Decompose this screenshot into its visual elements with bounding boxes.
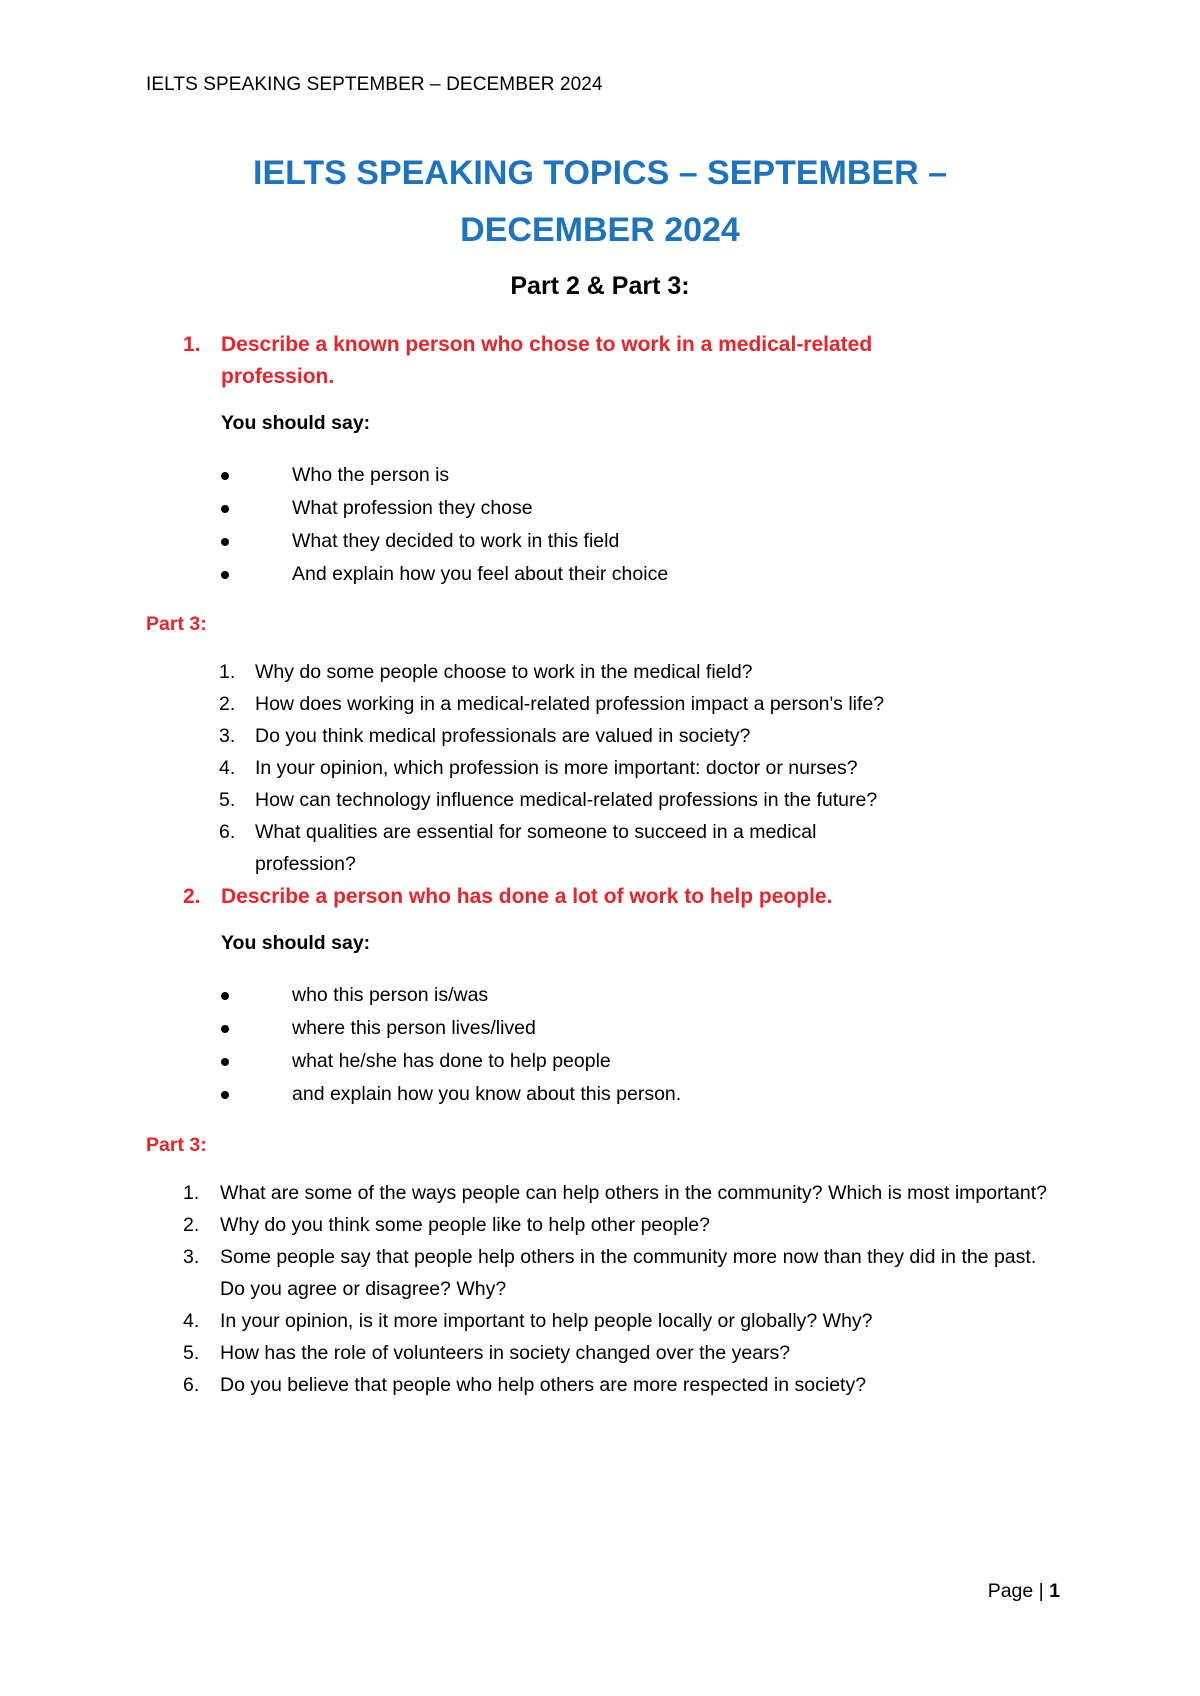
list-item: 2. Why do you think some people like to help other people?	[183, 1214, 710, 1236]
list-item: 3. Some people say that people help others in the community more now than they did in the past. Do you agree or disagree? Why?	[183, 1246, 1037, 1300]
list-item: and explain how you know about this person.	[221, 1078, 1021, 1111]
list-item: Who the person is	[221, 459, 1021, 492]
list-item: where this person lives/lived	[221, 1012, 1021, 1045]
topic-1-bullet-list	[221, 459, 1021, 591]
list-item: what he/she has done to help people	[221, 1045, 1021, 1078]
bullet-dot-icon	[221, 505, 229, 513]
topic-2-text: Describe a person who has done a lot of work to help people.	[221, 885, 833, 908]
list-item: who this person is/was	[221, 979, 1021, 1012]
bullet-dot-icon	[221, 538, 229, 546]
bullet-dot-icon	[221, 472, 229, 480]
list-item: 6. Do you believe that people who help others are more respected in society?	[183, 1374, 867, 1396]
bullet-dot-icon	[221, 1025, 229, 1033]
bullet-dot-icon	[221, 1058, 229, 1066]
list-item: What profession they chose	[221, 492, 1021, 525]
list-item: 5. How has the role of volunteers in society changed over the years?	[183, 1342, 791, 1364]
bullet-dot-icon	[221, 571, 229, 579]
list-item: 3. Do you think medical professionals are valued in society?	[219, 725, 751, 747]
running-header: IELTS SPEAKING SEPTEMBER – DECEMBER 2024	[146, 74, 603, 95]
topic-1-number: 1.	[183, 333, 201, 356]
page-label: Page |	[987, 1580, 1044, 1602]
list-item: 5. How can technology influence medical-related professions in the future?	[219, 789, 878, 811]
list-item: 4. In your opinion, which profession is more important: doctor or nurses?	[219, 757, 858, 779]
section-heading: Part 2 & Part 3:	[510, 272, 690, 300]
title-line-1: IELTS SPEAKING TOPICS – SEPTEMBER –	[253, 154, 947, 192]
topic-1-title	[183, 329, 963, 393]
list-item: 2. How does working in a medical-related profession impact a person's life?	[219, 693, 885, 715]
topic-1-part3-label: Part 3:	[146, 613, 207, 635]
list-item: 1. What are some of the ways people can help others in the community? Which is most important?	[183, 1182, 1047, 1204]
topic-2-number: 2.	[183, 885, 201, 908]
topic-2-you-should-say: You should say:	[221, 932, 371, 954]
topic-2-bullet-list	[221, 979, 1021, 1111]
list-item: What they decided to work in this field	[221, 525, 1021, 558]
list-item: 1. Why do some people choose to work in the medical field?	[219, 661, 753, 683]
topic-2-title	[183, 881, 1003, 913]
list-item: 4. In your opinion, is it more important to help people locally or globally? Why?	[183, 1310, 873, 1332]
list-item: And explain how you feel about their choice	[221, 558, 1021, 591]
page-footer	[988, 1580, 1060, 1603]
list-item: 6. What qualities are essential for someone to succeed in a medical profession?	[219, 821, 817, 875]
title-line-2: DECEMBER 2024	[460, 211, 740, 249]
bullet-dot-icon	[221, 992, 229, 1000]
topic-2-part3-questions	[183, 1177, 1053, 1401]
topic-2-part3-label: Part 3:	[146, 1134, 207, 1156]
topic-1-text: Describe a known person who chose to work in a medical-related profession.	[221, 333, 873, 388]
document-title	[150, 145, 1050, 259]
topic-1-part3-questions	[219, 656, 1029, 880]
page-number: 1	[1049, 1580, 1060, 1602]
bullet-dot-icon	[221, 1091, 229, 1099]
topic-1-you-should-say: You should say:	[221, 412, 371, 434]
